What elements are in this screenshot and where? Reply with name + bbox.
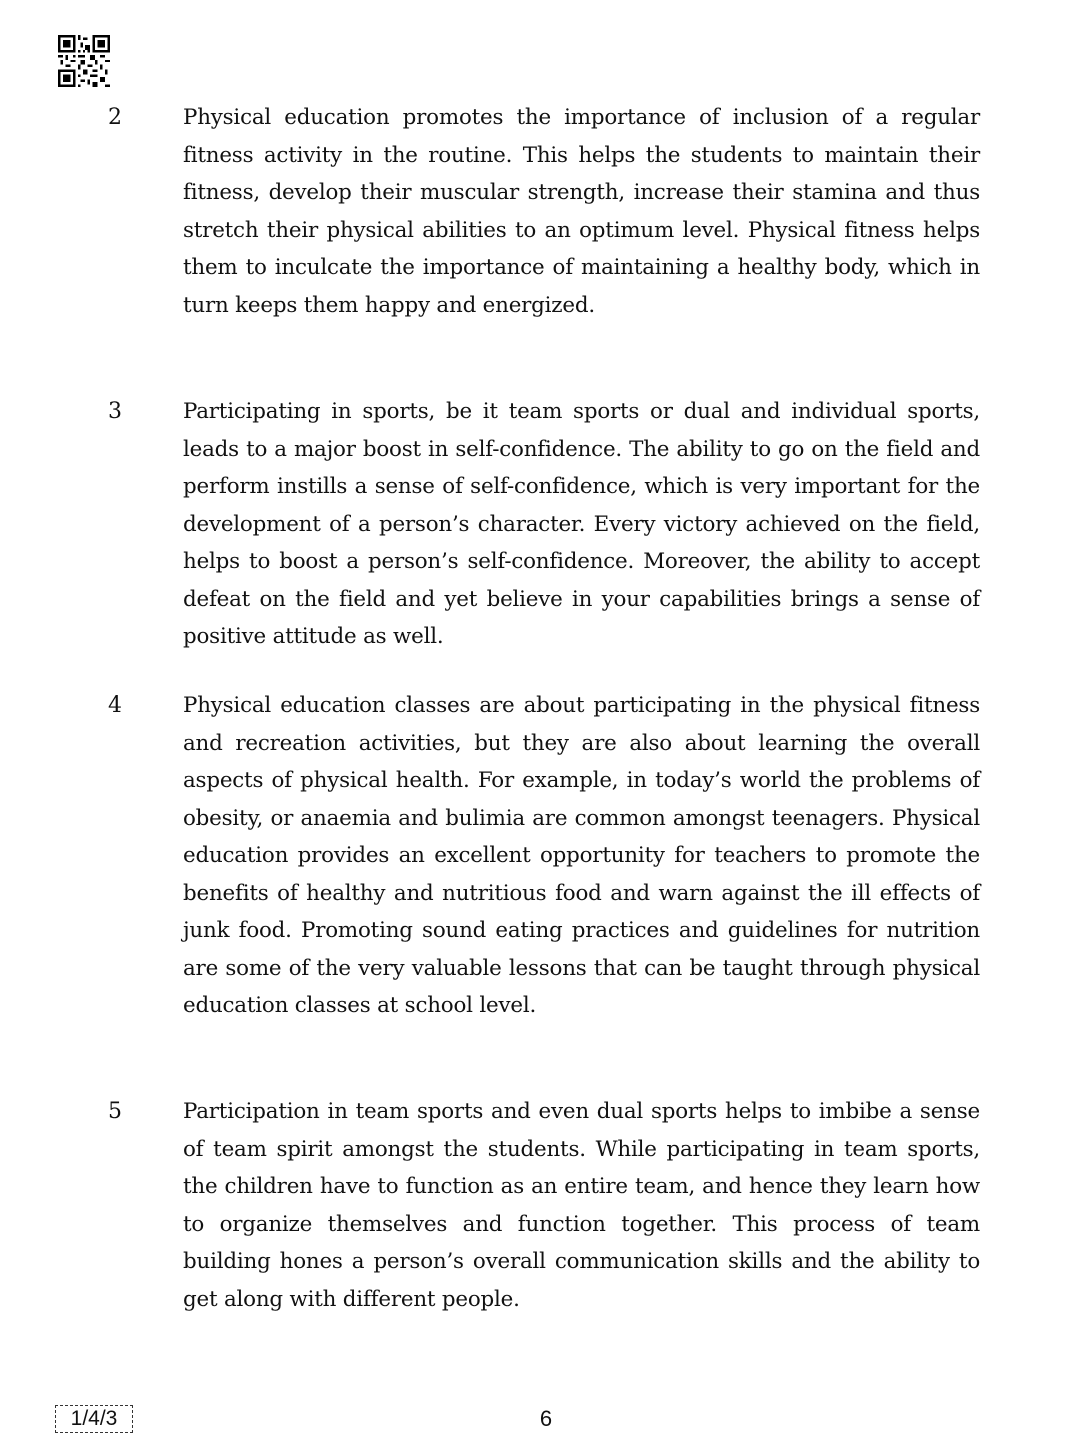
answer-text: Participation in team sports and even dual sports helps to imbibe a sense of team spirit amongst the students. While participating in team sports, the children have to function as an entire team, and hence they learn how to organize themselves and function together. This process of team building hones a person’s overall communication skills and the ability to get along with different people.	[183, 1099, 980, 1312]
qr-code-icon	[58, 35, 110, 87]
answer-number: 5	[108, 1099, 122, 1124]
answer-text: Physical education promotes the importance of inclusion of a regular fitness activity in the routine. This helps the students to maintain their fitness, develop their muscular strength, increase their stamina and thus stretch their physical abilities to an optimum level. Physical fitness helps them to inculcate the importance of maintaining a healthy body, which in turn keeps them happy and energized.	[183, 105, 980, 318]
paper-code-box: 1/4/3	[55, 1405, 133, 1433]
answer-text: Physical education classes are about participating in the physical fitness and recreation activities, but they are also about learning the overall aspects of physical health. For example, in today’s world the problems of obesity, or anaemia and bulimia are common amongst teenagers. Physical education provides an excellent opportunity for teachers to promote the benefits of healthy and nutritious food and warn against the ill effects of junk food. Promoting sound eating practices and guidelines for nutrition are some of the very valuable lessons that can be taught through physical education classes at school level.	[183, 693, 980, 1018]
answer-number: 3	[108, 399, 122, 424]
answer-number: 4	[108, 693, 122, 718]
answer-number: 2	[108, 105, 122, 130]
page-number: 6	[539, 1406, 553, 1431]
answer-text: Participating in sports, be it team sports or dual and individual sports, leads to a major boost in self-confidence. The ability to go on the field and perform instills a sense of self-confidence, which is very important for the development of a person’s character. Every victory achieved on the field, helps to boost a person’s self-confidence. Moreover, the ability to accept defeat on the field and yet believe in your capabilities brings a sense of positive attitude as well.	[183, 399, 980, 649]
